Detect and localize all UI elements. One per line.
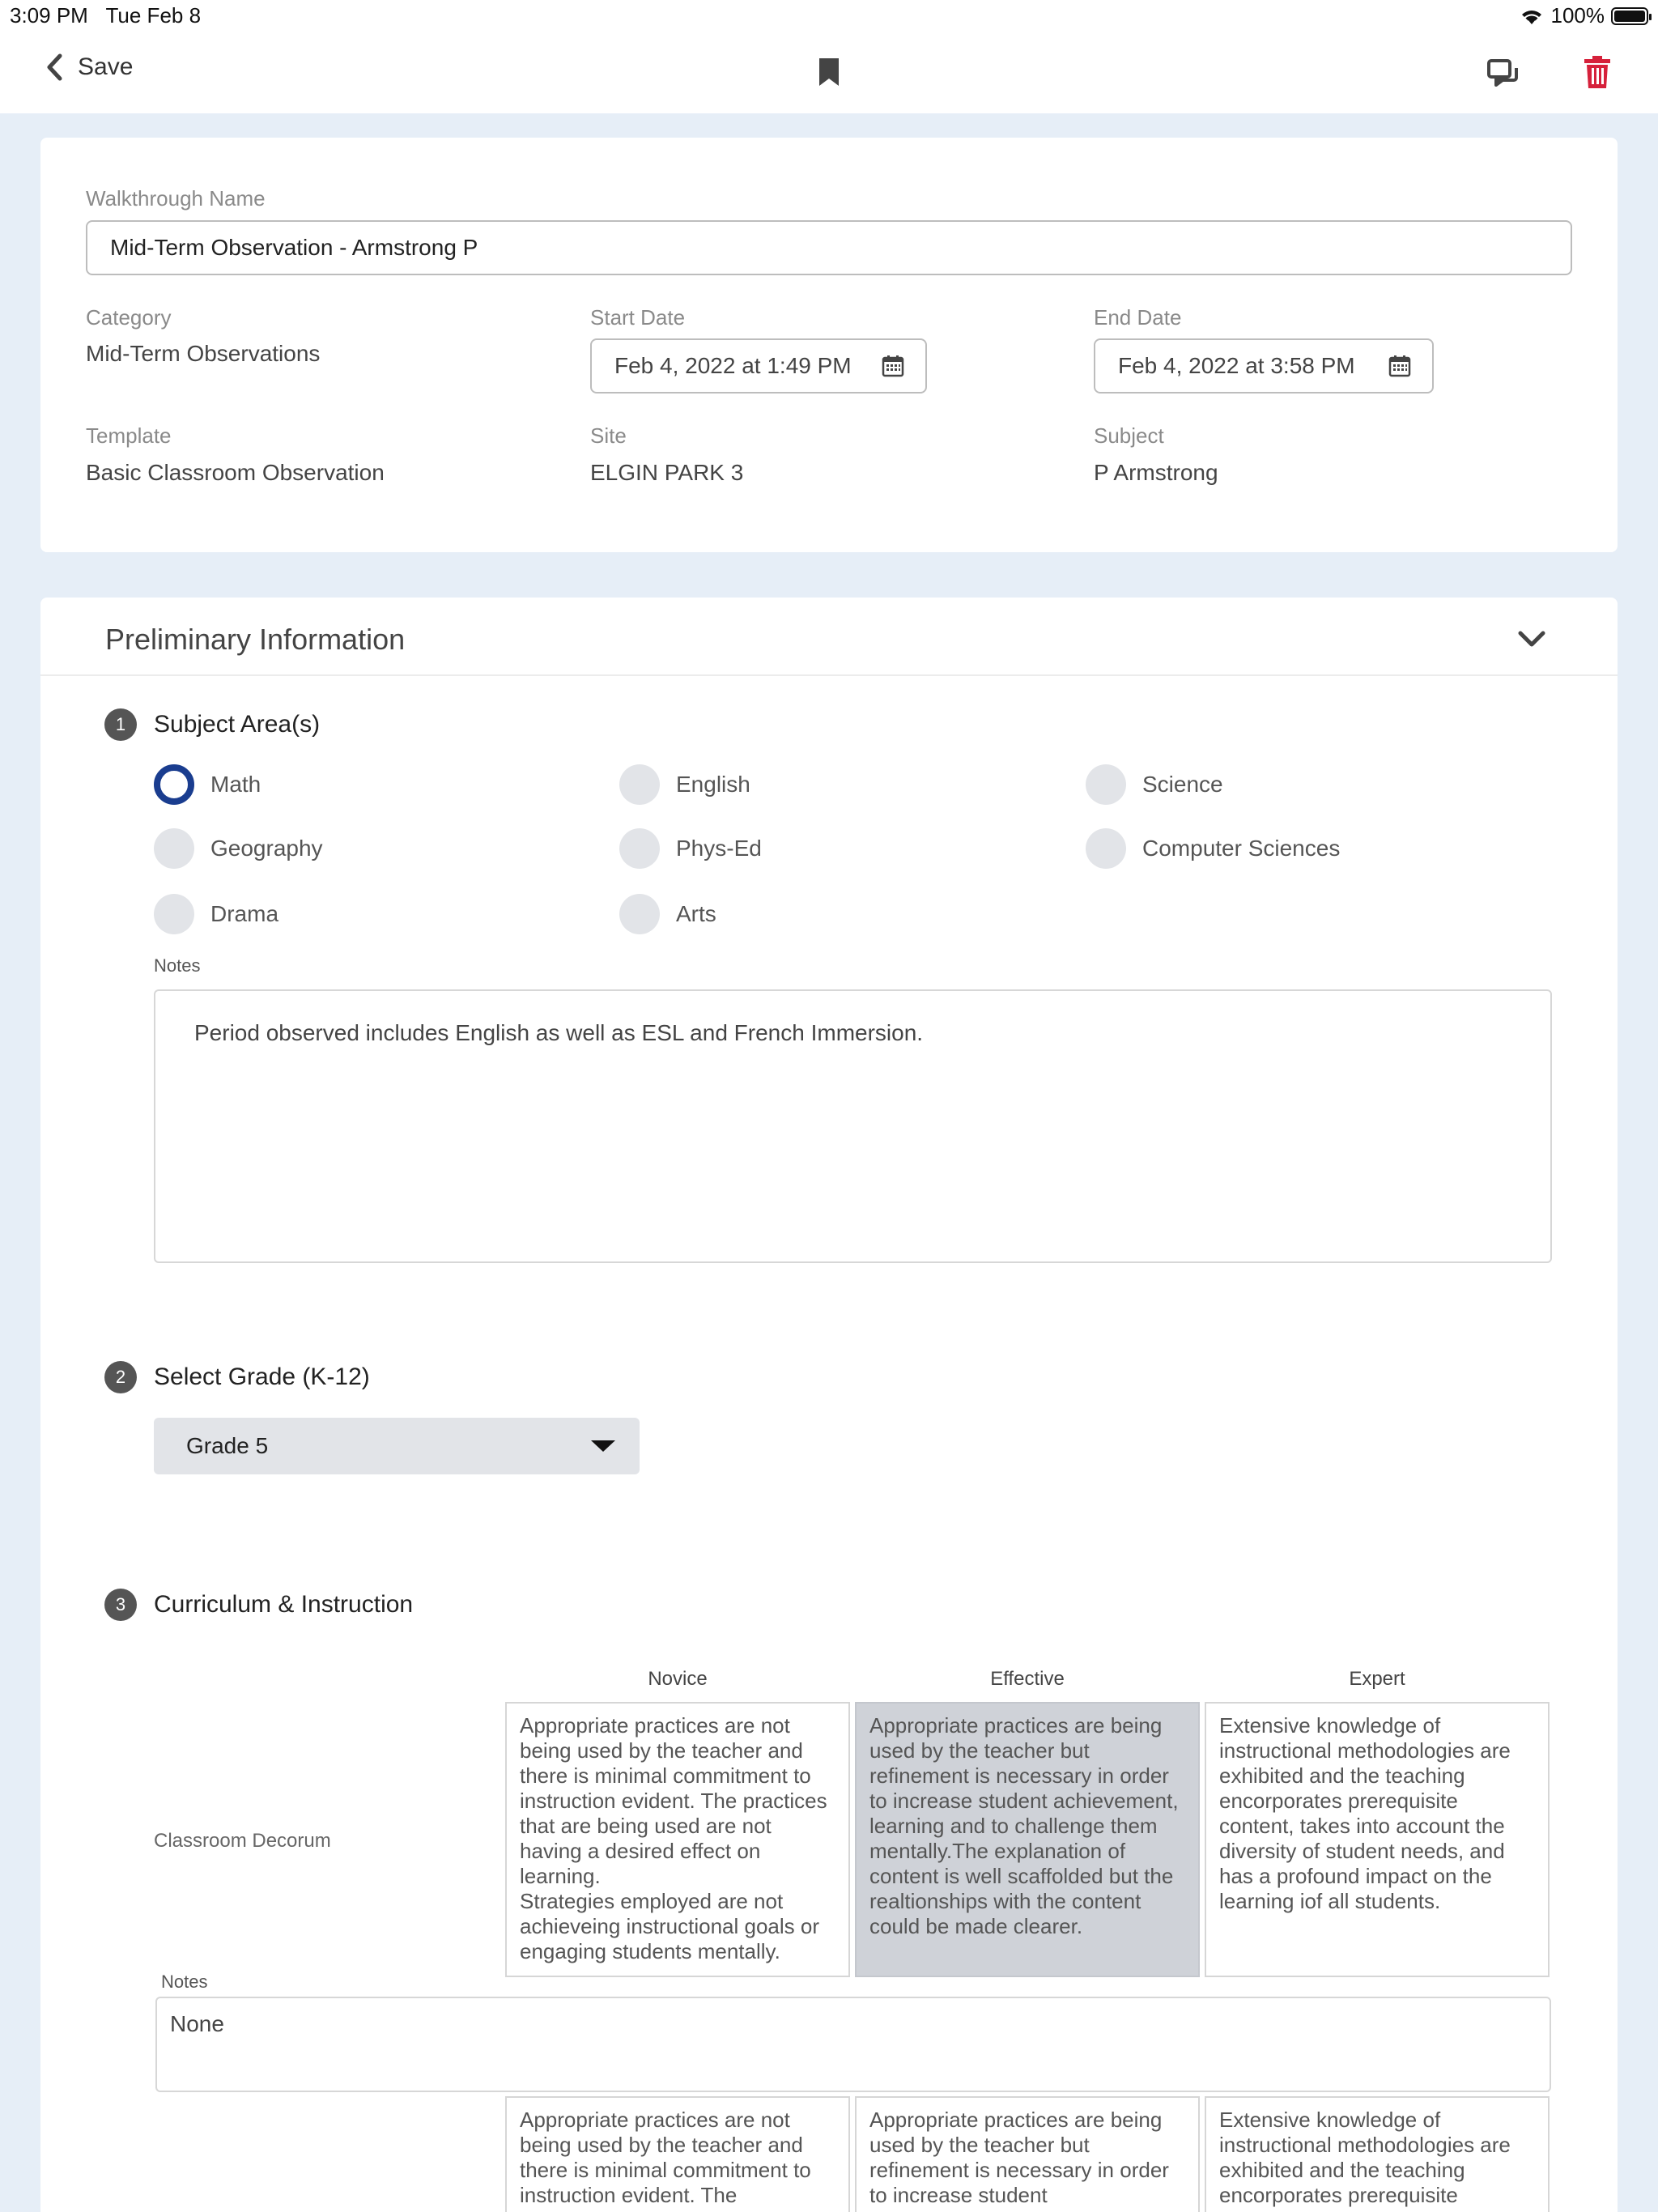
comments-icon[interactable] (1486, 58, 1519, 89)
walkthrough-name-label: Walkthrough Name (86, 186, 266, 211)
question-number: 1 (104, 708, 137, 741)
grade-select-value: Grade 5 (186, 1433, 269, 1458)
start-date-label: Start Date (590, 305, 686, 330)
radio-unselected[interactable] (154, 894, 194, 934)
template-value: Basic Classroom Observation (86, 460, 385, 485)
rubric-notes-input[interactable]: None (155, 1997, 1551, 2092)
chevron-down-icon[interactable] (1517, 630, 1546, 649)
notes-label: Notes (154, 955, 201, 976)
subject-option-math[interactable] (154, 764, 261, 805)
trash-icon[interactable] (1584, 55, 1611, 89)
caret-down-icon (589, 1439, 617, 1453)
walkthrough-name-input[interactable]: Mid-Term Observation - Armstrong P (86, 220, 1572, 275)
question-title: Select Grade (K-12) (154, 1363, 370, 1390)
subject-value: P Armstrong (1094, 460, 1218, 485)
back-save-label: Save (78, 53, 134, 80)
rubric-cell-expert[interactable]: Extensive knowledge of instructional methodologies are exhibited and the teaching encorporates prerequisite (1205, 2096, 1550, 2212)
subject-option-computer-sciences[interactable] (1086, 828, 1340, 869)
radio-unselected[interactable] (619, 764, 660, 805)
question-title: Subject Area(s) (154, 711, 321, 738)
option-label: Drama (210, 901, 279, 926)
calendar-icon (1388, 355, 1411, 377)
rubric-cell-effective-selected[interactable]: Appropriate practices are being used by the teacher but refinement is necessary in order to increase student achievement, learning and to challenge them mentally.The explanation of content is well scaffolded but the realtionships with the content could be made clearer. (855, 1702, 1200, 1977)
column-header-expert: Expert (1349, 1668, 1405, 1690)
status-time-text: 3:09 PM (10, 3, 88, 28)
subject-option-english[interactable] (619, 764, 750, 805)
option-label: English (676, 772, 750, 797)
radio-unselected[interactable] (619, 894, 660, 934)
question-title: Curriculum & Instruction (154, 1591, 414, 1618)
end-date-value: Feb 4, 2022 at 3:58 PM (1118, 353, 1355, 378)
radio-unselected[interactable] (619, 828, 660, 869)
option-label: Science (1142, 772, 1223, 797)
radio-unselected[interactable] (1086, 764, 1126, 805)
wifi-icon (1519, 6, 1545, 26)
subject-label: Subject (1094, 423, 1164, 448)
rubric-cell-novice[interactable]: Appropriate practices are not being used by the teacher and there is minimal commitment to instruction evident. The practices that are being used are not having a desired effect on learning. Strategies employed are not achieveing instructional goals or engaging students mentally. (505, 1702, 850, 1977)
section-title: Preliminary Information (105, 623, 406, 656)
start-date-value: Feb 4, 2022 at 1:49 PM (614, 353, 852, 378)
radio-unselected[interactable] (154, 828, 194, 869)
column-header-effective: Effective (990, 1668, 1065, 1690)
column-header-novice: Novice (648, 1668, 708, 1690)
category-value: Mid-Term Observations (86, 341, 321, 366)
back-save-button[interactable] (45, 53, 133, 81)
rubric-cell-effective[interactable]: Appropriate practices are being used by the teacher but refinement is necessary in order to increase student (855, 2096, 1200, 2212)
site-label: Site (590, 423, 627, 448)
option-label: Arts (676, 901, 716, 926)
status-time (10, 3, 201, 28)
grade-select[interactable] (154, 1418, 640, 1474)
notes-textarea[interactable]: Period observed includes English as well as ESL and French Immersion. (154, 989, 1552, 1263)
section-divider (40, 674, 1618, 676)
battery-percent: 100% (1550, 3, 1605, 28)
end-date-field[interactable] (1094, 338, 1434, 393)
calendar-icon (882, 355, 904, 377)
bookmark-icon[interactable] (818, 57, 840, 87)
status-date-text: Tue Feb 8 (105, 3, 202, 28)
category-label: Category (86, 305, 172, 330)
template-label: Template (86, 423, 172, 448)
end-date-label: End Date (1094, 305, 1182, 330)
subject-option-drama[interactable] (154, 894, 278, 934)
radio-selected[interactable] (154, 764, 194, 805)
battery-icon (1611, 7, 1648, 25)
question-number: 3 (104, 1589, 137, 1621)
chevron-left-icon (45, 53, 63, 81)
rubric-row-label: Classroom Decorum (154, 1830, 331, 1852)
question-number: 2 (104, 1361, 137, 1393)
subject-option-phys-ed[interactable] (619, 828, 762, 869)
option-label: Geography (210, 836, 323, 861)
subject-option-arts[interactable] (619, 894, 716, 934)
top-bar (0, 0, 1658, 113)
rubric-cell-novice[interactable]: Appropriate practices are not being used by the teacher and there is minimal commitment to instruction evident. The (505, 2096, 850, 2212)
option-label: Math (210, 772, 261, 797)
option-label: Phys-Ed (676, 836, 762, 861)
subject-option-science[interactable] (1086, 764, 1223, 805)
start-date-field[interactable] (590, 338, 927, 393)
radio-unselected[interactable] (1086, 828, 1126, 869)
status-right (1519, 3, 1649, 28)
rubric-cell-expert[interactable]: Extensive knowledge of instructional methodologies are exhibited and the teaching encorporates prerequisite content, takes into account the diversity of student needs, and has a profound impact on the learning iof all students. (1205, 1702, 1550, 1977)
subject-option-geography[interactable] (154, 828, 323, 869)
site-value: ELGIN PARK 3 (590, 460, 744, 485)
rubric-notes-label: Notes (161, 1972, 208, 1992)
option-label: Computer Sciences (1142, 836, 1341, 861)
